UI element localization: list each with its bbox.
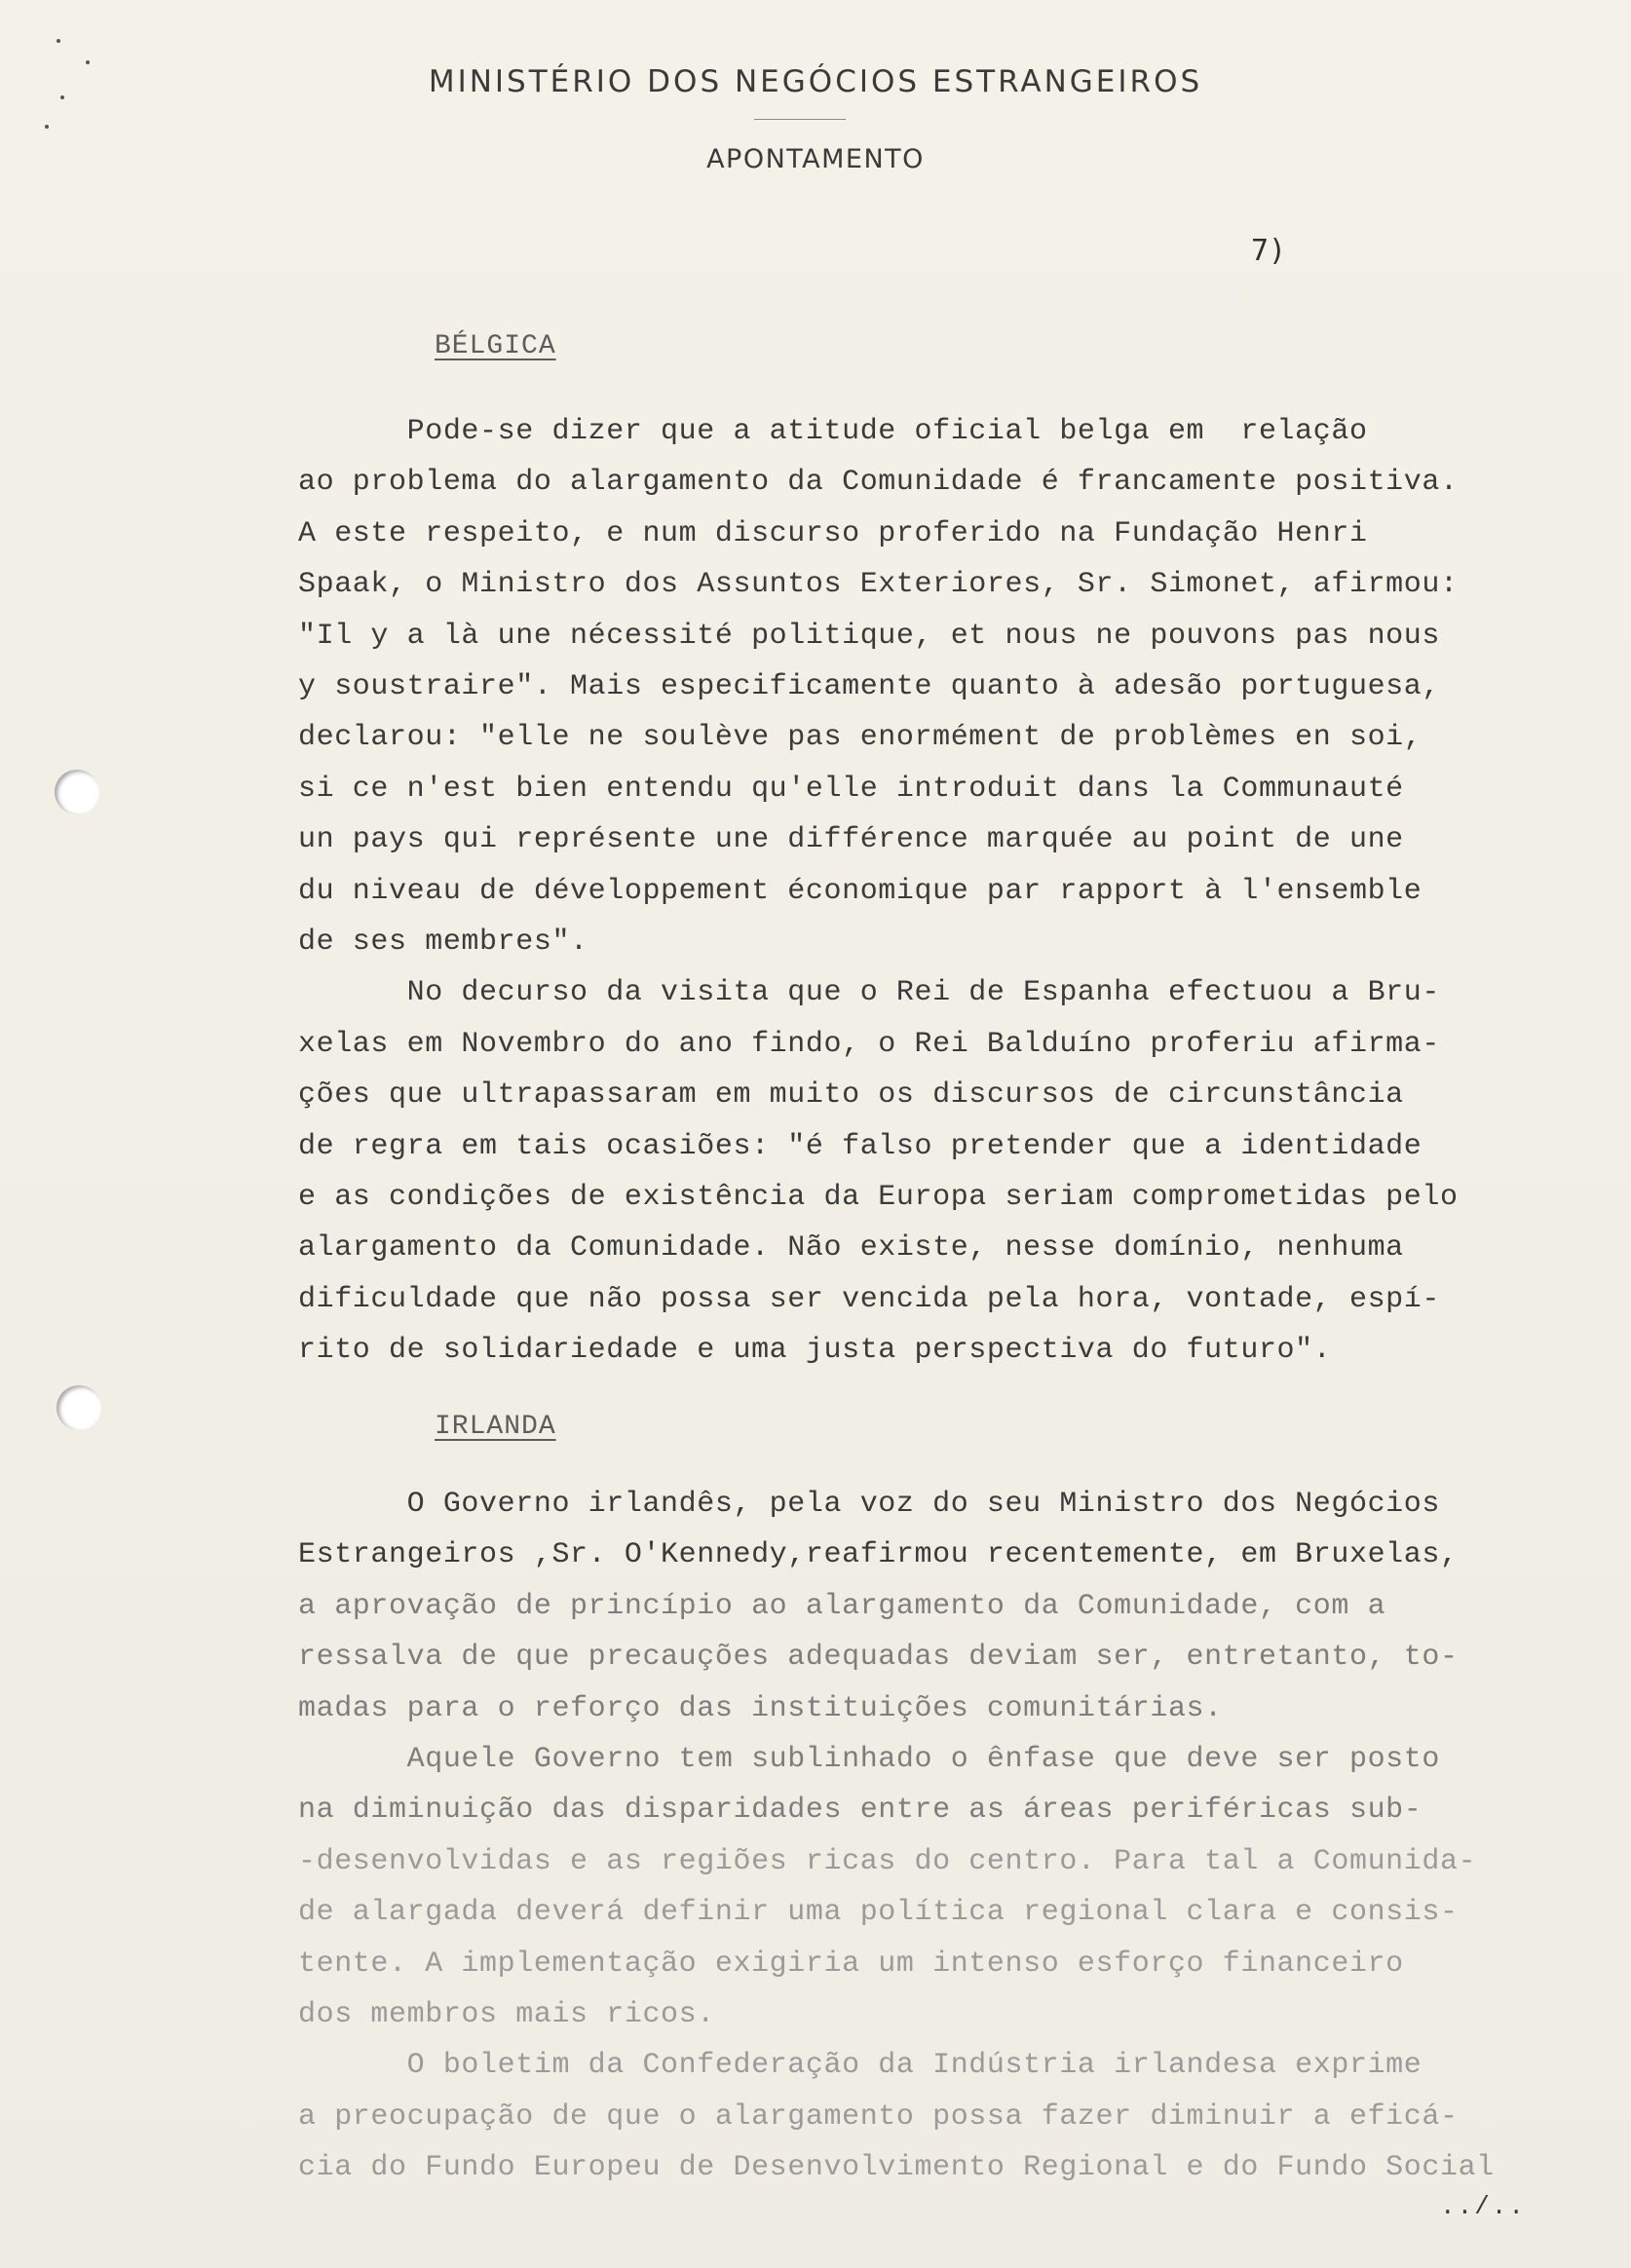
text-line: a aprovação de princípio ao alargamento da Comunidade, com a bbox=[298, 1589, 1386, 1623]
text-line: madas para o reforço das instituições comunitárias. bbox=[298, 1691, 1223, 1725]
text-line: ao problema do alargamento da Comunidade é francamente positiva. bbox=[298, 466, 1459, 500]
text-line: O Governo irlandês, pela voz do seu Ministro dos Negócios bbox=[298, 1488, 1440, 1521]
text-line: ções que ultrapassaram em muito os discursos de circunstância bbox=[298, 1078, 1404, 1113]
ministry-letterhead: MINISTÉRIO DOS NEGÓCIOS ESTRANGEIROS bbox=[428, 64, 1203, 99]
text-line: de ses membres". bbox=[298, 926, 588, 959]
text-line: dos membros mais ricos. bbox=[298, 1998, 715, 2031]
text-line: ressalva de que precauções adequadas deviam ser, entretanto, to- bbox=[298, 1641, 1459, 1675]
paper-speck bbox=[57, 39, 60, 43]
text-line: Spaak, o Ministro dos Assuntos Exteriores, Sr. Simonet, afirmou: bbox=[298, 568, 1459, 602]
continuation-mark: ../.. bbox=[1440, 2192, 1527, 2221]
text-line: Aquele Governo tem sublinhado o ênfase que deve ser posto bbox=[298, 1743, 1440, 1776]
text-line: O boletim da Confederação da Indústria irlandesa exprime bbox=[298, 2049, 1422, 2083]
text-line: de alargada deverá definir uma política regional clara e consis- bbox=[298, 1896, 1459, 1930]
text-line: e as condições de existência da Europa seriam comprometidas pelo bbox=[298, 1181, 1459, 1214]
text-line: a preocupação de que o alargamento possa fazer diminuir a eficá- bbox=[298, 2099, 1459, 2134]
section-heading-belgica: BÉLGICA bbox=[435, 331, 556, 361]
text-line: alargamento da Comunidade. Não existe, nesse domínio, nenhuma bbox=[298, 1231, 1404, 1266]
letterhead-divider bbox=[754, 119, 846, 120]
document-type: APONTAMENTO bbox=[706, 144, 925, 174]
text-line: si ce n'est bien entendu qu'elle introduit dans la Communauté bbox=[298, 772, 1404, 806]
text-line: y soustraire". Mais especificamente quanto à adesão portuguesa, bbox=[298, 670, 1440, 703]
text-line: Estrangeiros ,Sr. O'Kennedy,reafirmou recentemente, em Bruxelas, bbox=[298, 1538, 1459, 1572]
text-line: No decurso da visita que o Rei de Espanha efectuou a Bru- bbox=[298, 976, 1440, 1010]
text-line: un pays qui représente une différence marquée au point de une bbox=[298, 823, 1404, 857]
text-line: Pode-se dizer que a atitude oficial belga em relação bbox=[298, 415, 1368, 448]
page-number: 7) bbox=[1251, 234, 1287, 268]
punch-hole bbox=[55, 770, 99, 814]
text-line: -desenvolvidas e as regiões ricas do centro. Para tal a Comunida- bbox=[298, 1844, 1477, 1878]
text-line: du niveau de développement économique par rapport à l'ensemble bbox=[298, 874, 1422, 908]
text-line: de regra em tais ocasiões: "é falso pretender que a identidade bbox=[298, 1129, 1422, 1163]
text-line: tente. A implementação exigiria um intenso esforço financeiro bbox=[298, 1947, 1404, 1981]
text-line: dificuldade que não possa ser vencida pela hora, vontade, espí- bbox=[298, 1282, 1440, 1316]
text-line: na diminuição das disparidades entre as áreas periféricas sub- bbox=[298, 1794, 1422, 1828]
text-line: rito de solidariedade e uma justa perspectiva do futuro". bbox=[298, 1334, 1332, 1368]
text-line: cia do Fundo Europeu de Desenvolvimento Regional e do Fundo Social bbox=[298, 2151, 1495, 2185]
section-heading-irlanda: IRLANDA bbox=[435, 1412, 556, 1442]
text-line: "Il y a là une nécessité politique, et nous ne pouvons pas nous bbox=[298, 619, 1440, 653]
text-line: declarou: "elle ne soulève pas enormément de problèmes en soi, bbox=[298, 721, 1422, 755]
punch-hole bbox=[57, 1385, 101, 1430]
paper-speck bbox=[45, 125, 49, 129]
text-line: xelas em Novembro do ano findo, o Rei Balduíno proferiu afirma- bbox=[298, 1027, 1440, 1061]
text-line: A este respeito, e num discurso proferido na Fundação Henri bbox=[298, 516, 1368, 550]
